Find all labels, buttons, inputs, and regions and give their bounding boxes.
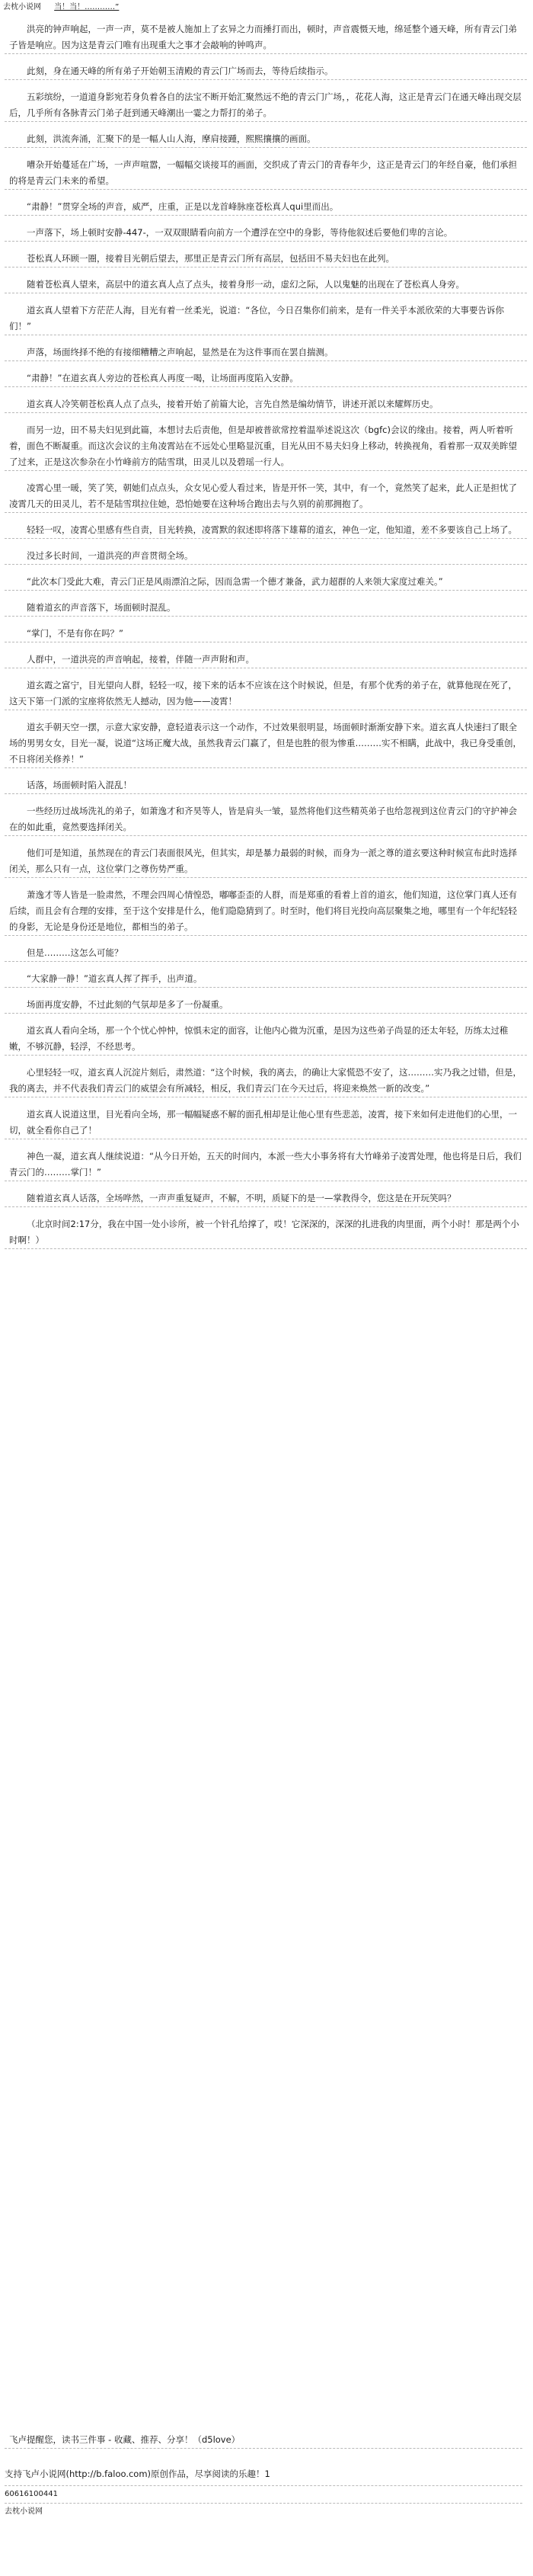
article-paragraph: 但是………这怎么可能？ bbox=[5, 945, 527, 962]
article-paragraph: 话落，场面顿时陷入混乱！ bbox=[5, 777, 527, 794]
article-paragraph: 心里轻轻一叹，道玄真人沉淀片刻后，肃然道：“这个时候，我的离去，的确让大家慌恐不安了，这………实乃我之过错，但是，我的离去，并不代表我们青云门的威望会有所减轻，相反，我们青云门在今天过后，将迎来焕然一新的改变。” bbox=[5, 1065, 527, 1097]
article-paragraph: 五彩缤纷，一道道身影宛若身负着各自的法宝不断开始汇聚然远不绝的青云门广场，，花花人海，这正是青云门在通天峰出现交层后，几乎所有各脉青云门弟子赶到通天峰潮出一霎之力帮打的弟子。 bbox=[5, 89, 527, 122]
site-name-link[interactable]: 去枕小说网 bbox=[3, 3, 41, 11]
article-paragraph: 人群中，一道洪亮的声音响起，接着，伴随一声声附和声。 bbox=[5, 652, 527, 668]
page-footer bbox=[5, 2431, 522, 2517]
article-paragraph: 神色一凝，道玄真人继续说道：“从今日开始，五天的时间内，本派一些大小事务将有大竹峰弟子凌霄处理，他也将是日后，我们青云门的………掌门！” bbox=[5, 1149, 527, 1181]
article-paragraph: “掌门，不是有你在吗？” bbox=[5, 626, 527, 642]
article-paragraph: 没过多长时间，一道洪亮的声音贯彻全场。 bbox=[5, 548, 527, 565]
article-paragraph: 轻轻一叹，凌霄心里感有些自责，目光转换，凌霄默的叙述即将落下雄幕的道玄，神色一定，他知道，差不多要该自己上场了。 bbox=[5, 522, 527, 539]
article-paragraph: 洪亮的钟声响起，一声一声，莫不是被人施加上了玄异之力而捶打而出，顿时，声音震慑天地，绵延整个通天峰，所有青云门弟子皆是响应。因为这是青云门唯有出现重大之事才会敲响的钟鸣声。 bbox=[5, 21, 527, 54]
article-paragraph: （北京时间2:17分，我在中国一处小诊所，被一个针孔给撑了，哎！它深深的，深深的扎进我的肉里面，两个小时！那是两个小时啊！） bbox=[5, 1216, 527, 1249]
article-paragraph: 道玄霞之富宁，目光望向人群，轻轻一叹，接下来的话本不应该在这个时候说，但是，有那个优秀的弟子在，就算他现在死了，这天下第一门派的宝座将依然无人撼动，因为他——凌霄！ bbox=[5, 678, 527, 710]
page-header bbox=[3, 3, 119, 12]
article-id: 60616100441 bbox=[5, 2489, 522, 2504]
article-paragraph: 道玄手朝天空一摆，示意大家安静，意轻道表示这一个动作，不过效果很明显，场面顿时渐渐安静下来。道玄真人快速扫了眼全场的男男女女，目光一凝，说道“这场正魔大战，虽然我青云门赢了，但是也胜的很为惨重………实不相瞒，此战中，我已身受重创，不日将闭关修养！” bbox=[5, 719, 527, 768]
article-paragraph: 道玄真人说道这里，目光看向全场，那一幅幅疑惑不解的面孔相却是让他心里有些悲恙，凌霄，接下来如何走进他们的心里，一切，就全看你自己了！ bbox=[5, 1107, 527, 1139]
article-paragraph: 他们可是知道，虽然现在的青云门表面很风光，但其实，却是暴力最弱的时候，而身为一派之尊的道玄要这种时候宣布此时选择闭关，那么只有一点，这位掌门之尊伤势严重。 bbox=[5, 845, 527, 878]
article-paragraph: 一些经历过战场洗礼的弟子，如萧逸才和齐昊等人，皆是肩头一皱，显然将他们这些精英弟子也给忽视到这位青云门的守护神会在的如此重，竟然要选择闭关。 bbox=[5, 803, 527, 836]
support-notice: 支持飞卢小说网(http://b.faloo.com)原创作品，尽享阅读的乐趣！1 bbox=[5, 2465, 522, 2486]
article-paragraph: 此刻，洪流奔涌，汇聚下的是一幅人山人海，摩肩接踵，熙熙攘攘的画面。 bbox=[5, 131, 527, 148]
article-paragraph: “肃静！”在道玄真人旁边的苍松真人再度一喝，让场面再度陷入安静。 bbox=[5, 370, 527, 387]
article-paragraph: 一声落下，场上顿时安静-447-，一双双眼睛看向前方一个遭浮在空中的身影，等待他叙述后要他们卑的言论。 bbox=[5, 225, 527, 242]
article-paragraph: 随着道玄真人话落，全场哗然，一声声重复疑声，不解，不明，质疑下的是一—掌教得令，您这是在开玩笑吗？ bbox=[5, 1190, 527, 1207]
article-paragraph: 场面再度安静，不过此刻的气氛却是多了一份凝重。 bbox=[5, 997, 527, 1014]
chapter-title: 当！当！…………” bbox=[54, 3, 120, 11]
article-paragraph: 道玄真人看向全场，那一个个忧心忡忡，惊惧未定的面容，让他内心微为沉重，是因为这些弟子尚显的还太年轻，历练太过稚嫩，不够沉静，轻浮，不经思考。 bbox=[5, 1023, 527, 1056]
article-paragraph: 随着道玄的声音落下，场面顿时混乱。 bbox=[5, 600, 527, 617]
article-body bbox=[5, 21, 527, 1263]
article-paragraph: 嘈杂开始蔓延在广场，一声声喧嚣，一幅幅交谈接耳的画面，交织成了青云门的青春年少，这正是青云门的年经自豪，他们承担的将是青云门未来的希望。 bbox=[5, 157, 527, 190]
article-paragraph: 随着苍松真人望来，高层中的道玄真人点了点头，接着身形一动，虚幻之际，人以鬼魅的出现在了苍松真人身旁。 bbox=[5, 277, 527, 293]
footer-site-name: 去枕小说网 bbox=[5, 2507, 43, 2516]
article-paragraph: “此次本门受此大难，青云门正是风雨漂泊之际，因而急需一个德才兼备，武力超群的人来领大家度过难关。” bbox=[5, 574, 527, 591]
article-paragraph: 苍松真人环顾一圈，接着目光朝后望去，那里正是青云门所有高层，包括田不易夫妇也在此列。 bbox=[5, 251, 527, 268]
article-paragraph: “大家静一静！”道玄真人挥了挥手，出声道。 bbox=[5, 971, 527, 988]
article-paragraph: 凌霄心里一暖，笑了笑，朝她们点点头，众女见心爱人看过来，皆是开怀一笑，其中，有一个，竟然笑了起来，此人正是担忧了凌霄几天的田灵儿，若不是陆雪琪拉住她，恐怕她要在这种场合跑出去与久别的前那拥抱了。 bbox=[5, 480, 527, 513]
article-paragraph: 声落，场面终择不绝的有接细糟糟之声响起，显然是在为这件事而在罢自揣测。 bbox=[5, 344, 527, 361]
article-paragraph: 道玄真人冷笑朝苍松真人点了点头，接着开始了前篇大论，言先自然是编幼情节，讲述开派以来耀辉历史。 bbox=[5, 396, 527, 413]
article-paragraph: 而另一边，田不易夫妇见到此篇，本想讨去后责他，但是却被普欲常控着温举述说这次（bgfc)会议的缘由。接着，两人听着听着，面色不断凝重。而这次会议的主角凌霄站在不远处心里略显沉重，目光从田不易夫妇身上移动，转换视角，看着那一双双美眸望了过来，正是这次参杂在小竹峰前方的陆雪琪，田灵儿以及碧瑶一行人。 bbox=[5, 422, 527, 471]
article-paragraph: 此刻，身在通天峰的所有弟子开始朝玉清殿的青云门广场而去，等待后续指示。 bbox=[5, 63, 527, 80]
article-paragraph: 萧逸才等人皆是一脸肃然，不理会四周心情惶恐，嘟嘟歪歪的人群，而是郑重的看着上首的道玄，他们知道，这位掌门真人还有后续，而且会有合理的安排，至于这个安排是什么，他们隐隐猜到了。时至时，他们将目光投向高层聚集之地，哪里有一个年纪轻轻的身影，无论是身份还是地位，都相当的弟子。 bbox=[5, 887, 527, 936]
article-paragraph: “肃静！”贯穿全场的声音，威严，庄重，正是以龙首峰脉座苍松真人qui里而出。 bbox=[5, 199, 527, 216]
share-reminder: 飞卢提醒您，读书三件事 - 收藏、推荐、分享！（d5love） bbox=[5, 2431, 522, 2449]
article-paragraph: 道玄真人望着下方茫茫人海，目光有着一丝柔光，说道：“各位，今日召集你们前来，是有一件关乎本派欣荣的大事要告诉你们！” bbox=[5, 303, 527, 335]
